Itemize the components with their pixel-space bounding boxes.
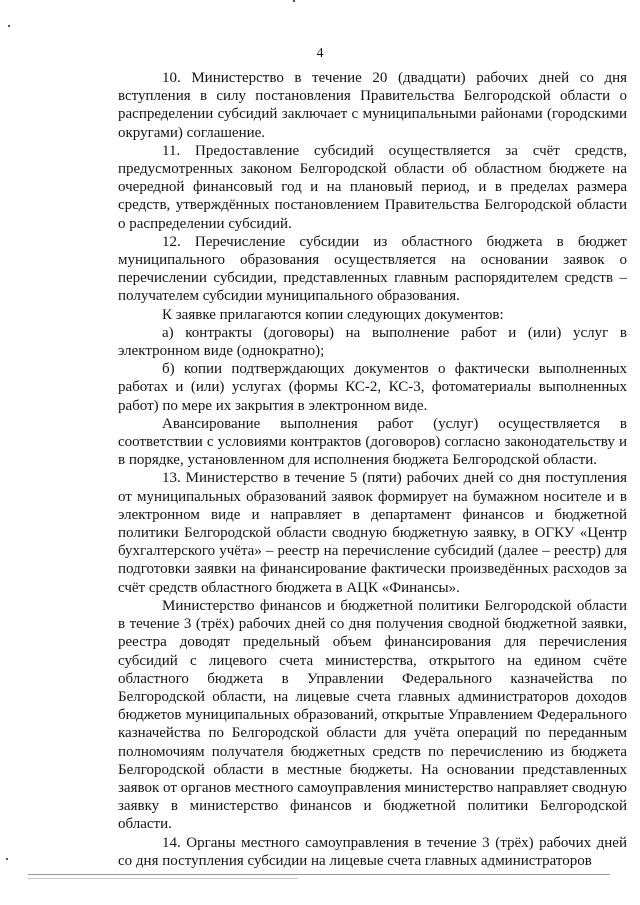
paragraph-finance-ministry: Министерство финансов и бюджетной политики Белгородской области в течение 3 (трёх) рабочих дней со дня получения сводной бюджетной заявки, реестра доводят предельный объем финансирования для перечисления субсидий с лицевого счета министерства, открытого на едином счёте областного бюджета в Управлении Федерального казначейства по Белгородской области, на лицевые счета главных администраторов доходов бюджетов муниципальных образований, открытые Управлением Федерального казначейства по Белгородской области для учёта операций по переданным полномочиям получателя бюджетных средств по перечислению из бюджета Белгородской области в местные бюджеты. На основании представленных заявок от органов местного самоуправления министерство направляет сводную заявку в министерство финансов и бюджетной политики Белгородской области.	[118, 597, 627, 833]
paragraph-item-b: б) копии подтверждающих документов о фактически выполненных работах и (или) услугах (формы КС-2, КС-3, фотоматериалы выполненных работ) по мере их закрытия в электронном виде.	[118, 361, 627, 414]
scan-speck	[293, 0, 295, 2]
paragraph-attachments-intro: К заявке прилагаются копии следующих документов:	[162, 306, 504, 323]
paragraph-13: 13. Министерство в течение 5 (пяти) рабочих дней со дня поступления от муниципальных образований заявок формирует на бумажном носителе и в электронном виде и направляет в департамент финансов и бюджетной политики Белгородской области сводную бюджетную заявку, в ОГКУ «Центр бухгалтерского учёта» – реестр на перечисление субсидий (далее – реестр) для подготовки заявки на финансирование фактически произведённых расходов за счёт средств областного бюджета в АЦК «Финансы».	[118, 470, 627, 596]
paragraph-advance: Авансирование выполнения работ (услуг) осуществляется в соответствии с условиями контрактов (договоров) согласно законодательству и в порядке, установленном для исполнения бюджета Белгородской области.	[118, 415, 627, 469]
document-body	[118, 69, 627, 870]
scan-edge-line	[28, 878, 298, 879]
paragraph-item-a: а) контракты (договоры) на выполнение работ и (или) услуг в электронном виде (однократно);	[118, 324, 627, 360]
paragraph-10: 10. Министерство в течение 20 (двадцати) рабочих дней со дня вступления в силу постановления Правительства Белгородской области о распределении субсидий заключает с муниципальными районами (городскими округами) соглашение.	[118, 70, 627, 141]
paragraph-11: 11. Предоставление субсидий осуществляется за счёт средств, предусмотренных законом Белгородской области об областном бюджете на очередной финансовый год и на плановый период, и в пределах размера средств, утверждённых постановлением Правительства Белгородской области о распределении субсидий.	[118, 142, 627, 232]
page-number: 4	[316, 46, 324, 61]
paragraph-12: 12. Перечисление субсидии из областного бюджета в бюджет муниципального образования осуществляется на основании заявок о перечислении субсидии, представленных главным распорядителем средств – получателем субсидии муниципального образования.	[118, 233, 627, 305]
scan-speck	[6, 858, 8, 860]
scan-edge-line	[28, 874, 610, 875]
paragraph-14: 14. Органы местного самоуправления в течение 3 (трёх) рабочих дней со дня поступления субсидии на лицевые счета главных администраторов	[118, 834, 627, 869]
scan-speck	[8, 25, 10, 27]
